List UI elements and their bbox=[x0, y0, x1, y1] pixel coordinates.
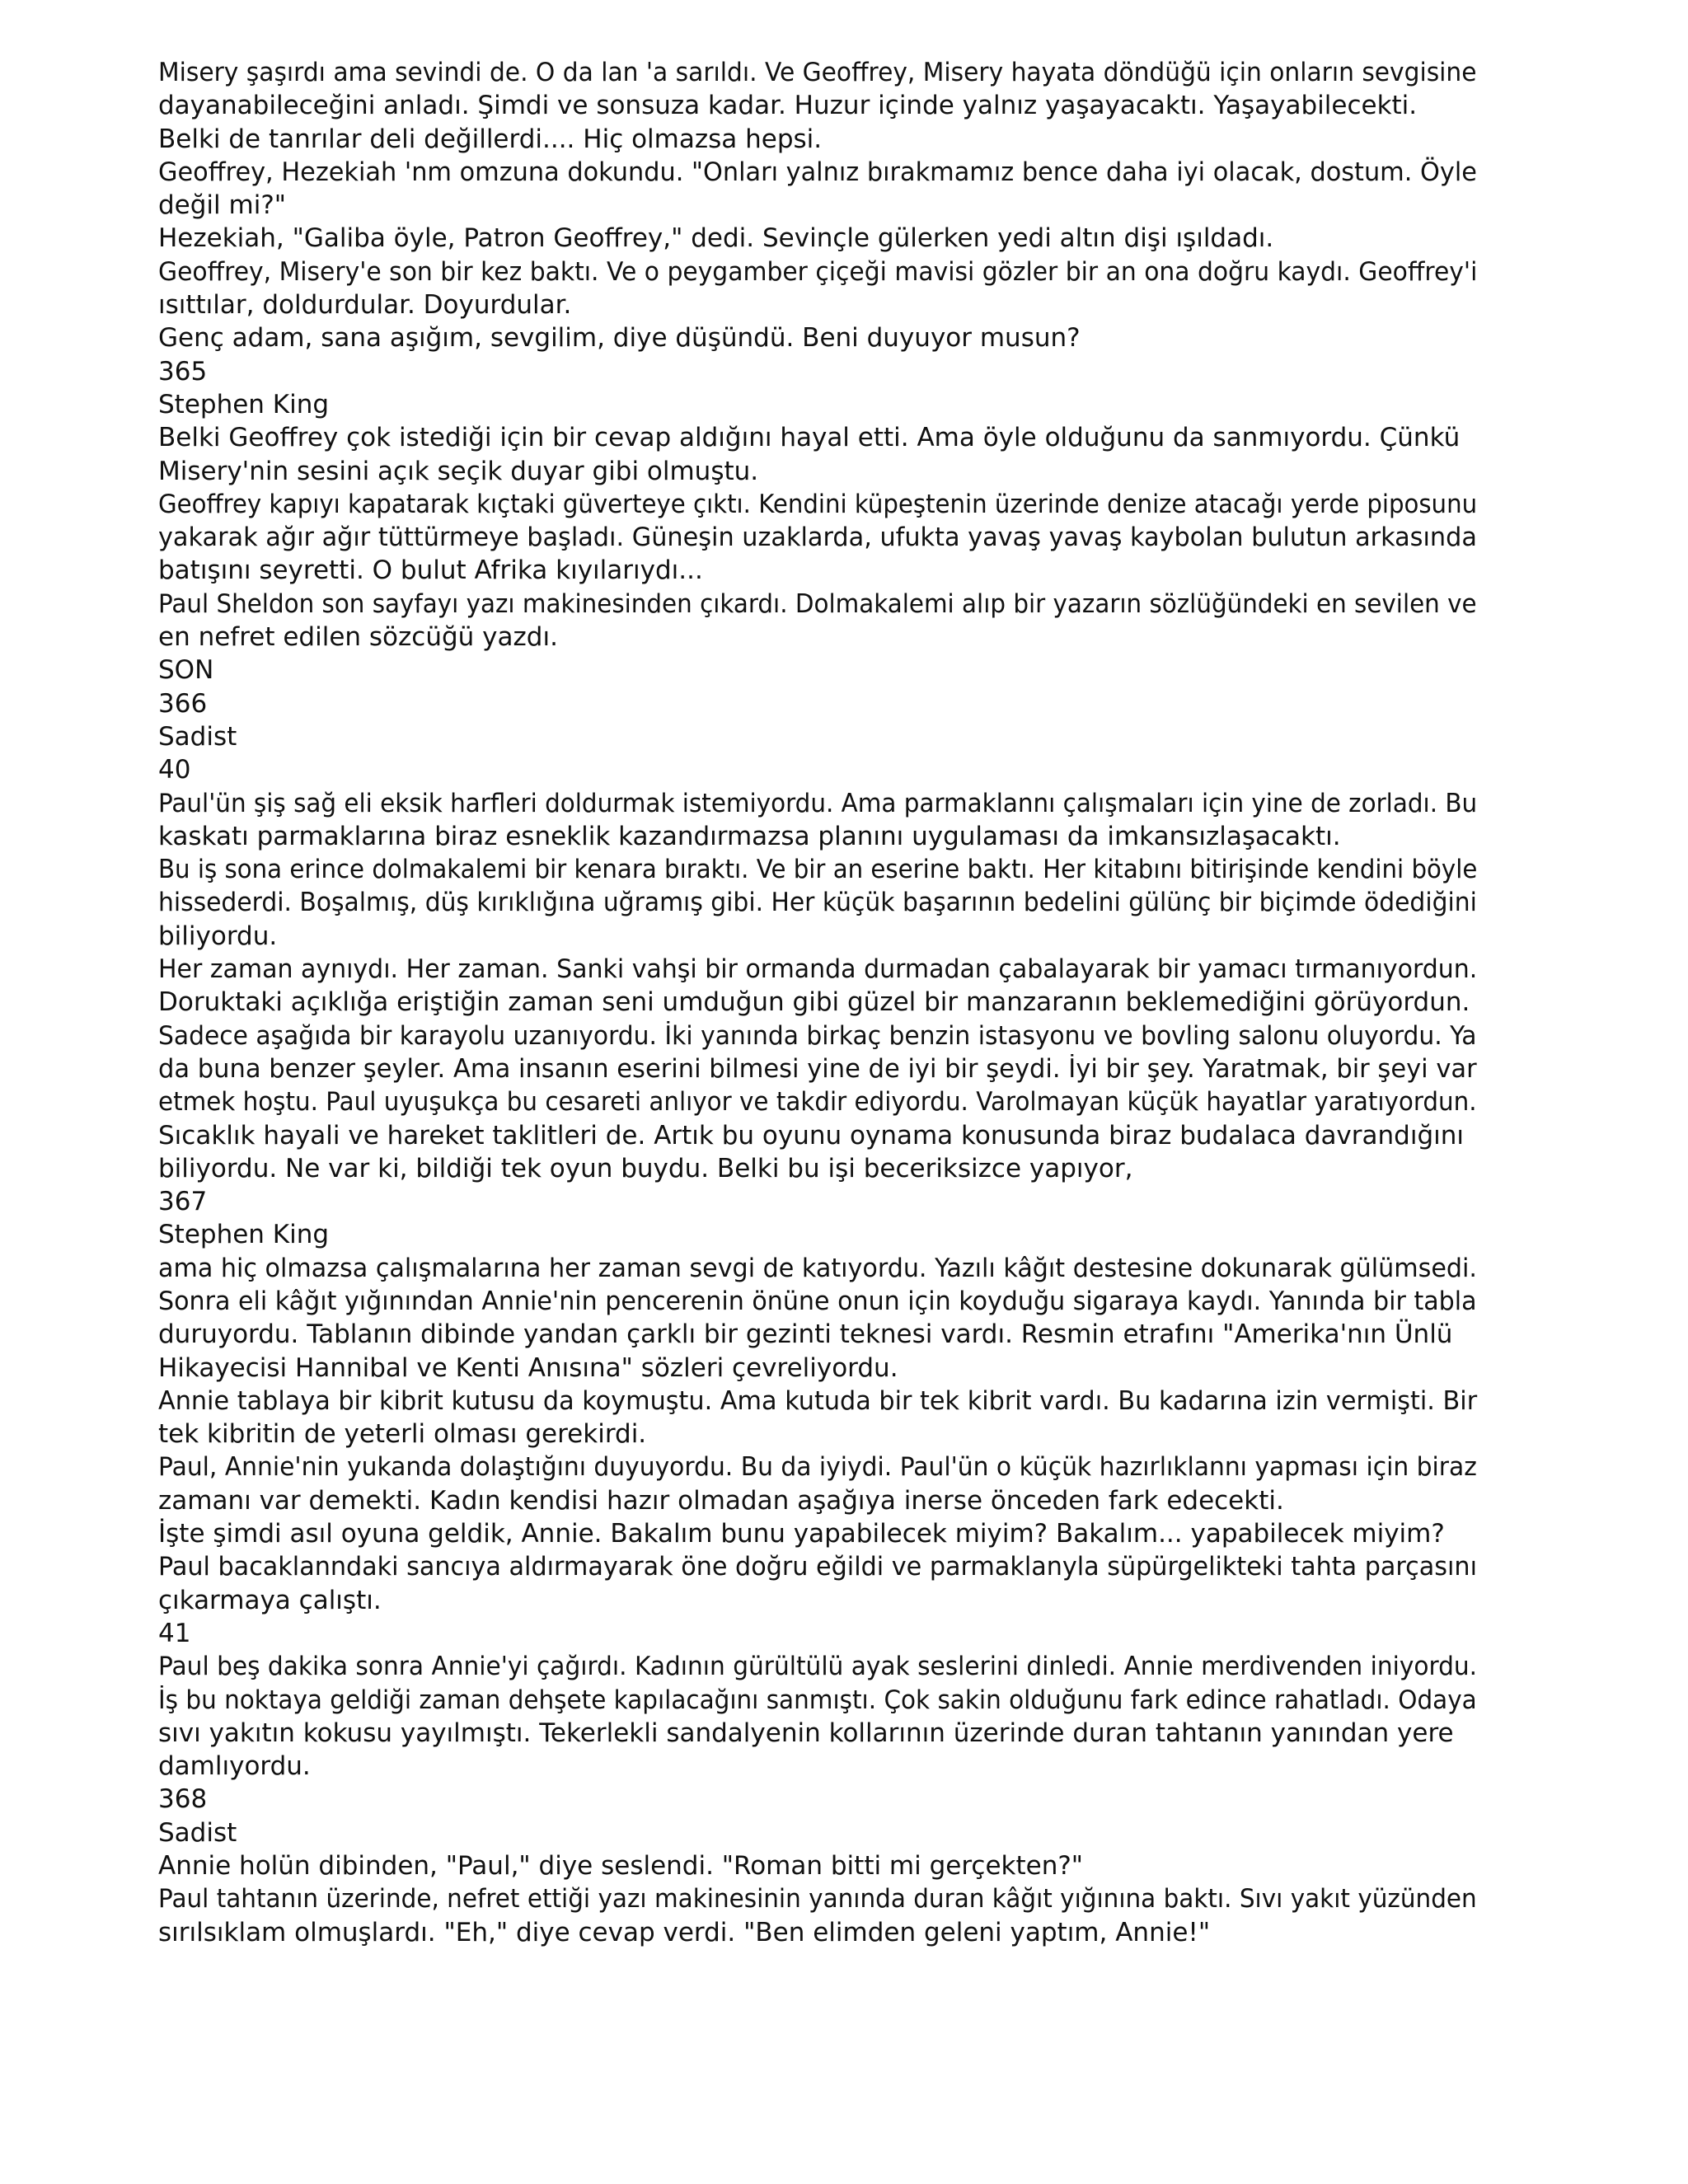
text-line: biliyordu. bbox=[158, 921, 278, 951]
text-line: Paul tahtanın üzerinde, nefret ettiği yazı makinesinin yanında duran kâğıt yığınına baktı. Sıvı yakıt yüzünden bbox=[158, 1884, 1477, 1915]
text-line: Geoffrey, Hezekiah 'nm omzuna dokundu. "Onları yalnız bırakmamız bence daha iyi olacak, dostum. Öyle bbox=[158, 157, 1477, 187]
text-line: etmek hoştu. Paul uyuşukça bu cesareti anlıyor ve takdir ediyordu. Varolmayan küçük hayatlar yaratıyordun. bbox=[158, 1087, 1477, 1118]
text-line: SON bbox=[158, 655, 214, 686]
text-line: 368 bbox=[158, 1784, 208, 1815]
text-line: Annie tablaya bir kibrit kutusu da koymuştu. Ama kutuda bir tek kibrit vardı. Bu kadarına izin vermişti. Bir bbox=[158, 1385, 1478, 1416]
text-line: Geoffrey kapıyı kapatarak kıçtaki güverteye çıktı. Kendini küpeştenin üzerinde denize atacağı yerde piposunu bbox=[158, 489, 1478, 519]
text-line: Genç adam, sana aşığım, sevgilim, diye düşündü. Beni duyuyor musun? bbox=[158, 323, 1081, 354]
text-line: Paul bacaklanndaki sancıya aldırmayarak öne doğru eğildi ve parmaklanyla süpürgelikteki tahta parçasını bbox=[158, 1552, 1477, 1582]
text-line: Sonra eli kâğıt yığınından Annie'nin pencerenin önüne onun için koyduğu sigaraya kaydı. Yanında bir tabla bbox=[158, 1286, 1477, 1316]
text-line: Paul'ün şiş sağ eli eksik harfleri doldurmak istemiyordu. Ama parmaklannı çalışmaları için yine de zorladı. Bu bbox=[158, 788, 1478, 818]
text-line: 40 bbox=[158, 755, 191, 785]
text-line: kaskatı parmaklarına biraz esneklik kazandırmazsa planını uygulaması da imkansızlaşacaktı. bbox=[158, 821, 1341, 851]
text-line: Belki de tanrılar deli değillerdi.... Hiç olmazsa hepsi. bbox=[158, 124, 823, 154]
text-line: damlıyordu. bbox=[158, 1751, 311, 1782]
text-line: sıvı yakıtın kokusu yayılmıştı. Tekerlekli sandalyenin kollarının üzerinde duran tahtanın yanından yere bbox=[158, 1718, 1454, 1748]
text-line: Bu iş sona erince dolmakalemi bir kenara bıraktı. Ve bir an eserine baktı. Her kitabını bitirişinde kendini böyle bbox=[158, 855, 1478, 885]
text-line: 41 bbox=[158, 1618, 191, 1648]
document-page bbox=[158, 56, 1477, 1949]
text-line: Paul beş dakika sonra Annie'yi çağırdı. Kadının gürültülü ayak seslerini dinledi. Annie merdivenden iniyordu. bbox=[158, 1652, 1478, 1682]
text-line: zamanı var demekti. Kadın kendisi hazır olmadan aşağıya inerse önceden fark edecekti. bbox=[158, 1485, 1284, 1516]
text-line: 366 bbox=[158, 688, 208, 719]
text-line: Paul, Annie'nin yukanda dolaştığını duyuyordu. Bu da iyiydi. Paul'ün o küçük hazırlıklannı yapması için biraz bbox=[158, 1452, 1477, 1483]
text-line: Sıcaklık hayali ve hareket taklitleri de. Artık bu oyunu oynama konusunda biraz budalaca davrandığını bbox=[158, 1120, 1465, 1151]
text-line: Misery şaşırdı ama sevindi de. O da lan 'a sarıldı. Ve Geoffrey, Misery hayata döndüğü için onların sevgisine bbox=[158, 58, 1477, 87]
text-line: Geoffrey, Misery'e son bir kez baktı. Ve o peygamber çiçeği mavisi gözler bir an ona doğru kaydı. Geoffrey'i bbox=[158, 256, 1478, 287]
text-line: duruyordu. Tablanın dibinde yandan çarklı bir gezinti teknesi vardı. Resmin etrafını "Amerika'nın Ünlü bbox=[158, 1319, 1453, 1350]
text-line: Sadist bbox=[158, 1817, 237, 1848]
text-line: sırılsıklam olmuşlardı. "Eh," diye cevap verdi. "Ben elimden geleni yaptım, Annie!" bbox=[158, 1917, 1211, 1947]
text-line: Paul Sheldon son sayfayı yazı makinesinden çıkardı. Dolmakalemi alıp bir yazarın sözlüğündeki en sevilen ve bbox=[158, 588, 1477, 619]
text-line: çıkarmaya çalıştı. bbox=[158, 1585, 382, 1615]
text-line: da buna benzer şeyler. Ama insanın eserini bilmesi yine de iyi bir şeydi. İyi bir şey. Yaratmak, bir şeyi var bbox=[158, 1053, 1477, 1084]
text-line: değil mi?" bbox=[158, 190, 287, 221]
text-line: ısıttılar, doldurdular. Doyurdular. bbox=[158, 290, 572, 321]
text-line: yakarak ağır ağır tüttürmeye başladı. Güneşin uzaklarda, ufukta yavaş yavaş kaybolan bulutun arkasında bbox=[158, 523, 1477, 553]
text-line: en nefret edilen sözcüğü yazdı. bbox=[158, 622, 558, 653]
text-line: İş bu noktaya geldiği zaman dehşete kapılacağını sanmıştı. Çok sakin olduğunu fark edince rahatladı. Odaya bbox=[158, 1685, 1477, 1715]
text-line: hissederdi. Boşalmış, düş kırıklığına uğramış gibi. Her küçük başarının bedelini gülünç bir biçimde ödediğini bbox=[158, 888, 1477, 918]
text-line: 365 bbox=[158, 356, 208, 387]
text-line: biliyordu. Ne var ki, bildiği tek oyun buydu. Belki bu işi beceriksizce yapıyor, bbox=[158, 1153, 1133, 1183]
text-line: Belki Geoffrey çok istediği için bir cevap aldığını hayal etti. Ama öyle olduğunu da sanmıyordu. Çünkü bbox=[158, 423, 1461, 453]
text-line: Hikayecisi Hannibal ve Kenti Anısına" sözleri çevreliyordu. bbox=[158, 1352, 898, 1383]
text-line: Doruktaki açıklığa eriştiğin zaman seni umduğun gibi güzel bir manzaranın beklemediğini görüyordun. bbox=[158, 987, 1470, 1018]
text-line: tek kibritin de yeterli olması gerekirdi. bbox=[158, 1419, 647, 1450]
text-line: 367 bbox=[158, 1187, 208, 1217]
text-line: dayanabileceğini anladı. Şimdi ve sonsuza kadar. Huzur içinde yalnız yaşayacaktı. Yaşayabilecekti. bbox=[158, 91, 1418, 121]
text-line: Sadist bbox=[158, 721, 237, 752]
text-line: Hezekiah, "Galiba öyle, Patron Geoffrey," dedi. Sevinçle gülerken yedi altın dişi ışıldadı. bbox=[158, 223, 1274, 254]
text-line: Stephen King bbox=[158, 1220, 330, 1250]
text-line: Misery'nin sesini açık seçik duyar gibi olmuştu. bbox=[158, 456, 759, 486]
text-line: batışını seyretti. O bulut Afrika kıyılarıydı... bbox=[158, 555, 703, 586]
text-line: Her zaman aynıydı. Her zaman. Sanki vahşi bir ormanda durmadan çabalayarak bir yamacı tırmanıyordun. bbox=[158, 954, 1478, 985]
text-line: İşte şimdi asıl oyuna geldik, Annie. Bakalım bunu yapabilecek miyim? Bakalım... yapabilecek miyim? bbox=[158, 1519, 1445, 1549]
text-line: ama hiç olmazsa çalışmalarına her zaman sevgi de katıyordu. Yazılı kâğıt destesine dokunarak gülümsedi. bbox=[158, 1253, 1478, 1283]
text-line: Annie holün dibinden, "Paul," diye seslendi. "Roman bitti mi gerçekten?" bbox=[158, 1851, 1084, 1882]
text-line: Sadece aşağıda bir karayolu uzanıyordu. İki yanında birkaç benzin istasyonu ve bovling salonu oluyordu. Ya bbox=[158, 1020, 1477, 1051]
text-line: Stephen King bbox=[158, 389, 330, 419]
